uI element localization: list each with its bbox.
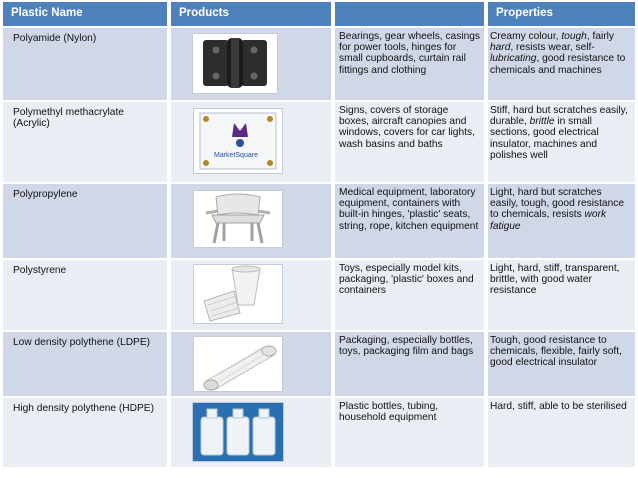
header-properties: Properties bbox=[488, 2, 635, 26]
plastic-chair-icon bbox=[193, 190, 283, 248]
product-image-cell bbox=[171, 398, 331, 467]
properties-emphasis: brittle bbox=[529, 116, 555, 128]
products-cell: Medical equipment, laboratory equipment, containers with built-in hinges, 'plastic' seats, string, rope, kitchen equipment bbox=[335, 184, 484, 258]
products-cell: Bearings, gear wheels, casings for power tools, hinges for small cupboards, curtain rail fittings and clothing bbox=[335, 28, 484, 100]
plastic-name-cell: Polystyrene bbox=[3, 260, 167, 330]
properties-text: Light, hard but scratches easily, tough, good resistance to chemicals, resists bbox=[490, 187, 625, 221]
plastic-name-cell: Polyamide (Nylon) bbox=[3, 28, 167, 100]
properties-cell: Tough, good resistance to chemicals, flexible, fairly soft, good electrical insulator bbox=[488, 332, 635, 396]
properties-cell bbox=[488, 28, 635, 100]
properties-text: , fairly bbox=[586, 31, 615, 42]
header-products-continued bbox=[335, 2, 484, 26]
products-cell: Toys, especially model kits, packaging, 'plastic' boxes and containers bbox=[335, 260, 484, 330]
plastics-table bbox=[3, 2, 635, 471]
properties-cell bbox=[488, 184, 635, 258]
plastic-name-cell: High density polythene (HDPE) bbox=[3, 398, 167, 467]
header-products: Products bbox=[171, 2, 331, 26]
properties-text: Stiff, hard but scratches easily, durable, bbox=[490, 105, 628, 128]
properties-text: , resists wear, self- bbox=[510, 42, 595, 54]
properties-emphasis: tough bbox=[561, 31, 587, 42]
properties-text: in small sections, good electrical insulator, machines and polishes well bbox=[490, 116, 599, 161]
properties-cell: Hard, stiff, able to be sterilised bbox=[488, 398, 635, 467]
properties-emphasis: work fatigue bbox=[490, 209, 607, 232]
sign-logo-text: MarketSquare bbox=[214, 152, 258, 159]
product-image-cell bbox=[171, 184, 331, 258]
plastic-name-cell: Polymethyl methacrylate (Acrylic) bbox=[3, 102, 167, 182]
product-image-cell bbox=[171, 102, 331, 182]
properties-emphasis: hard bbox=[490, 42, 511, 54]
plastic-name-cell: Low density polythene (LDPE) bbox=[3, 332, 167, 396]
properties-cell bbox=[488, 102, 635, 182]
foam-cups-icon bbox=[193, 264, 283, 324]
product-image-cell bbox=[171, 332, 331, 396]
product-image-cell bbox=[171, 260, 331, 330]
hdpe-bottles-icon bbox=[192, 402, 284, 462]
properties-text: Creamy colour, bbox=[490, 31, 562, 42]
film-roll-icon bbox=[193, 336, 283, 392]
products-cell: Signs, covers of storage boxes, aircraft canopies and windows, covers for car lights, wash basins and baths bbox=[335, 102, 484, 182]
header-plastic-name: Plastic Name bbox=[3, 2, 167, 26]
properties-emphasis: lubricating bbox=[490, 53, 537, 65]
hinge-icon bbox=[192, 33, 278, 94]
acrylic-sign-icon bbox=[193, 108, 283, 174]
properties-text: , good resistance to chemicals and machines bbox=[490, 53, 626, 76]
products-cell: Packaging, especially bottles, toys, packaging film and bags bbox=[335, 332, 484, 396]
products-cell: Plastic bottles, tubing, household equipment bbox=[335, 398, 484, 467]
plastic-name-cell: Polypropylene bbox=[3, 184, 167, 258]
product-image-cell bbox=[171, 28, 331, 100]
properties-cell: Light, hard, stiff, transparent, brittle, with good water resistance bbox=[488, 260, 635, 330]
